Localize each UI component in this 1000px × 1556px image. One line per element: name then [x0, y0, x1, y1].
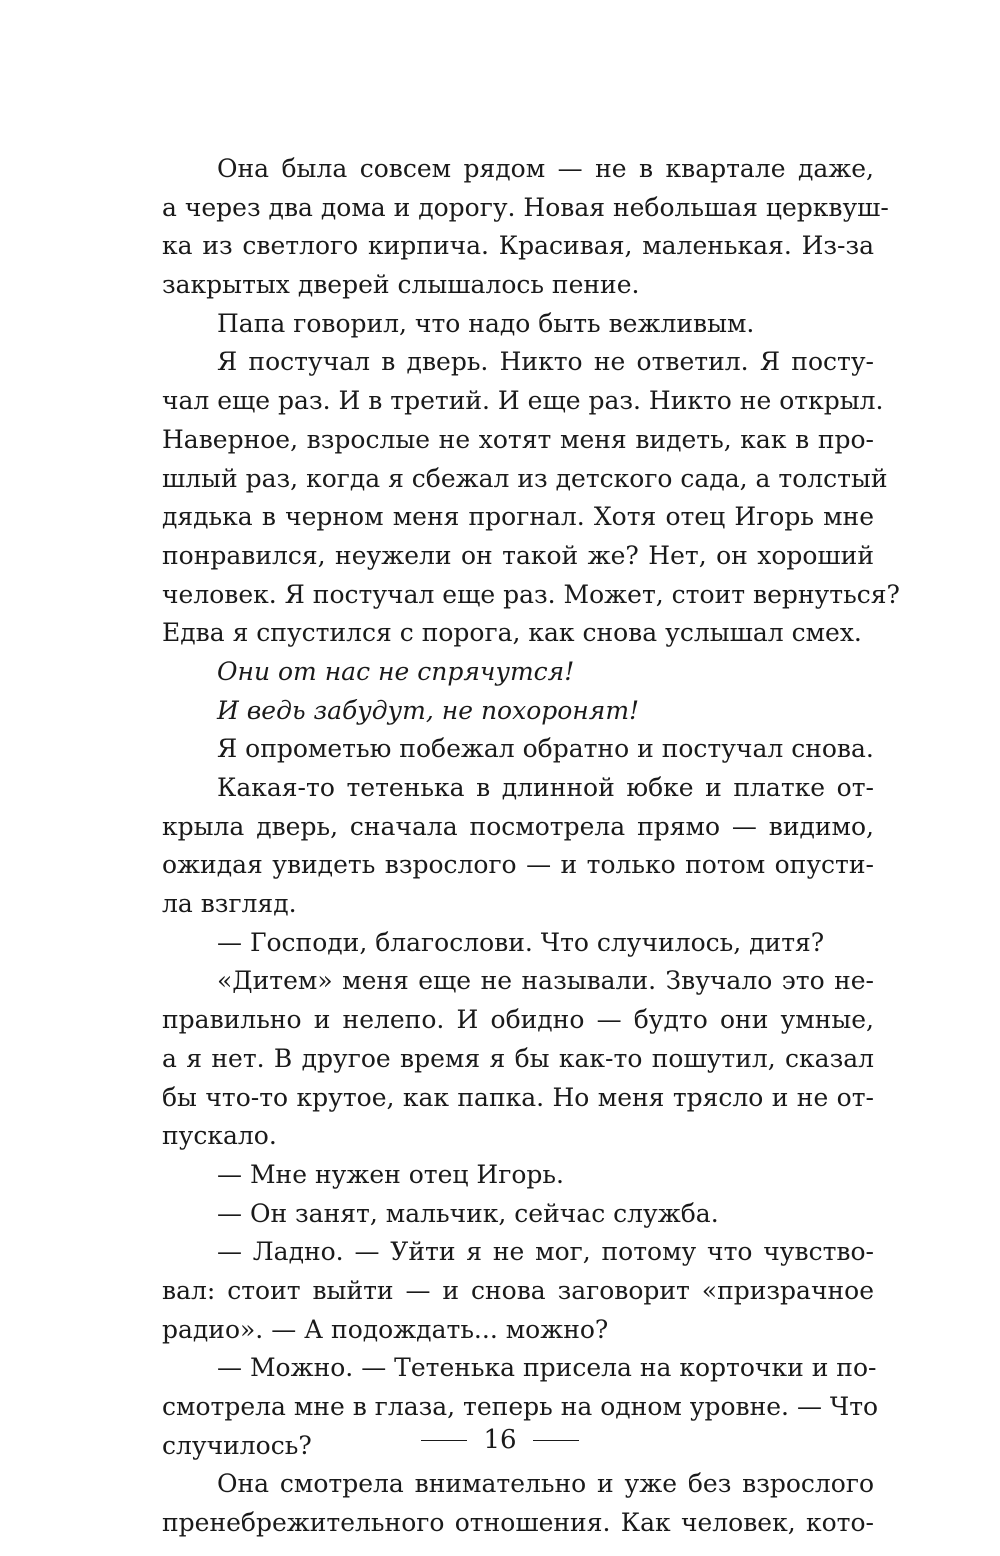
text-line: вал: стоит выйти — и снова заговорит «призрачное [162, 1275, 874, 1305]
text-line: — Можно. — Тетенька присела на корточки и по- [217, 1353, 877, 1383]
text-line: ожидая увидеть взрослого — и только потом опусти- [162, 850, 874, 880]
text-line: шлый раз, когда я сбежал из детского сада, а толстый [162, 463, 888, 493]
page-number: 16 [483, 1425, 517, 1455]
text-line: правильно и нелепо. И обидно — будто они умные, [162, 1005, 874, 1035]
text-line: а через два дома и дорогу. Новая небольшая церквуш- [162, 192, 889, 222]
text-line: Я постучал в дверь. Никто не ответил. Я посту- [217, 347, 874, 377]
text-line: Папа говорил, что надо быть вежливым. [217, 308, 755, 338]
text-line: пускало. [162, 1121, 277, 1151]
italic-text-line: Они от нас не спрячутся! [217, 656, 575, 686]
folio-rule-right [533, 1440, 579, 1441]
text-line: Она была совсем рядом — не в квартале даже, [217, 154, 874, 183]
text-line: ла взгляд. [162, 889, 297, 919]
folio-rule-left [421, 1440, 467, 1441]
text-line: Она смотрела внимательно и уже без взрослого [217, 1469, 874, 1499]
page-footer [0, 1418, 1000, 1462]
text-line: смотрела мне в глаза, теперь на одном уровне. — Что [162, 1392, 879, 1421]
text-line: крыла дверь, сначала посмотрела прямо — видимо, [162, 811, 874, 841]
text-line: а я нет. В другое время я бы как-то пошутил, сказал [162, 1043, 874, 1073]
text-line: Едва я спустился с порога, как снова услышал смех. [162, 618, 862, 648]
text-line: Я опрометью побежал обратно и постучал снова. [217, 734, 874, 764]
text-line: человек. Я постучал еще раз. Может, стоит вернуться? [162, 579, 900, 609]
text-line: бы что-то крутое, как папка. Но меня трясло и не от- [162, 1082, 874, 1112]
text-line: ка из светлого кирпича. Красивая, маленькая. Из-за [162, 231, 874, 261]
text-line: понравился, неужели он такой же? Нет, он хороший [162, 540, 874, 570]
text-line: Наверное, взрослые не хотят меня видеть, как в про- [162, 424, 874, 454]
text-line: Какая-то тетенька в длинной юбке и платке от- [217, 773, 874, 802]
text-line: — Он занят, мальчик, сейчас служба. [217, 1198, 719, 1228]
text-line: закрытых дверей слышалось пение. [162, 270, 640, 300]
text-line: «Дитем» меня еще не называли. Звучало это не- [217, 966, 874, 996]
text-line: пренебрежительного отношения. Как человек, кото- [162, 1508, 874, 1538]
italic-text-line: И ведь забудут, не похоронят! [217, 695, 640, 725]
text-line: — Господи, благослови. Что случилось, дитя? [217, 927, 825, 957]
text-line: чал еще раз. И в третий. И еще раз. Никто не открыл. [162, 386, 884, 416]
text-line: — Ладно. — Уйти я не мог, потому что чувство- [217, 1237, 874, 1267]
text-line: — Мне нужен отец Игорь. [217, 1159, 564, 1189]
body-text [162, 150, 900, 1543]
text-line: случилось? [162, 1430, 312, 1460]
text-line: дядька в черном меня прогнал. Хотя отец Игорь мне [162, 502, 874, 532]
text-line: радио». — А подождать... можно? [162, 1314, 609, 1344]
